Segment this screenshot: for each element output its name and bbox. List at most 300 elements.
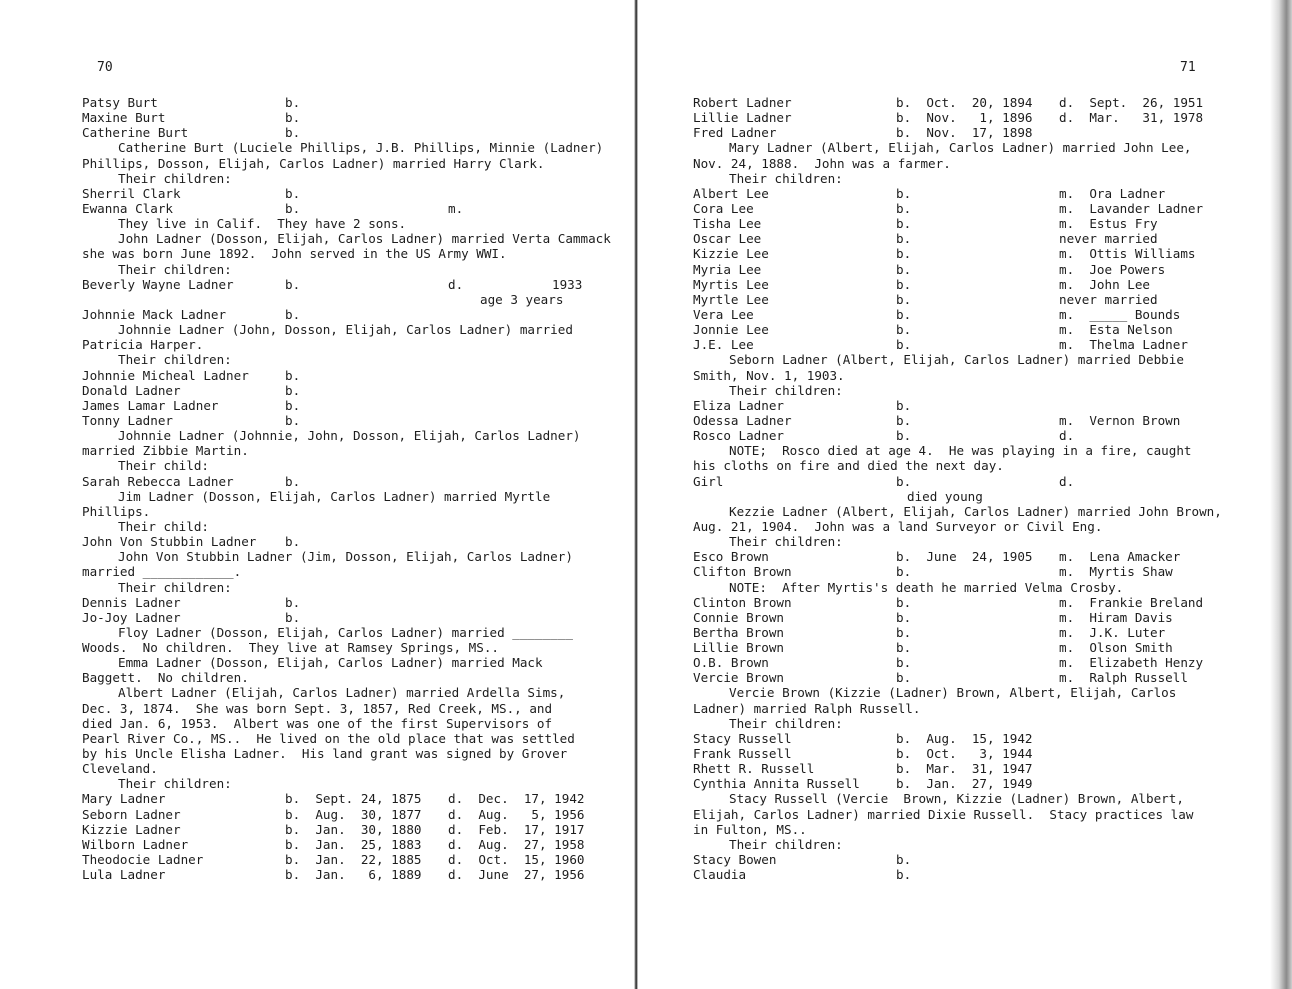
paragraph-continuation: by his Uncle Elisha Ladner. His land grant was signed by Grover [82, 746, 568, 762]
entry-name: Bertha Brown [693, 624, 784, 640]
paragraph-start: John Von Stubbin Ladner (Jim, Dosson, Elijah, Carlos Ladner) [118, 549, 573, 565]
text-line [82, 443, 612, 458]
entry-name: Sherril Clark [82, 185, 181, 201]
entry-line [82, 383, 612, 398]
entry-detail: b. Jan. 25, 1883 [285, 836, 422, 852]
entry-detail: d. [1059, 473, 1075, 489]
entry-detail: b. [285, 200, 301, 216]
entry-line [82, 852, 612, 867]
entry-detail: b. [896, 852, 912, 868]
paragraph-continuation: Baggett. No children. [82, 670, 249, 686]
entry-name: Connie Brown [693, 609, 784, 625]
entry-line [82, 368, 612, 383]
entry-name: Tonny Ladner [82, 412, 173, 428]
book-spine [634, 0, 638, 989]
entry-name: Rhett R. Russell [693, 761, 815, 777]
entry-name: Lula Ladner [82, 867, 166, 883]
text-line [82, 761, 612, 776]
entry-detail: d. [1059, 428, 1075, 444]
paragraph-start: Their children: [118, 352, 232, 368]
text-line [693, 156, 1233, 171]
paragraph-continuation: Pearl River Co., MS.. He lived on the old place that was settled [82, 730, 575, 746]
entry-name: Dennis Ladner [82, 594, 181, 610]
entry-name: Girl [693, 473, 724, 489]
entry-detail: b. [285, 110, 301, 126]
text-line [82, 171, 612, 186]
entry-line [693, 489, 1233, 504]
entry-detail: b. [285, 306, 301, 322]
entry-line [82, 201, 612, 216]
entry-detail: b. [896, 306, 912, 322]
text-line [693, 685, 1233, 700]
entry-detail: d. Aug. 27, 1958 [448, 836, 585, 852]
entry-name: Vera Lee [693, 306, 754, 322]
text-line [82, 549, 612, 564]
entry-name: Patsy Burt [82, 95, 158, 110]
text-line [82, 655, 612, 670]
text-line [82, 352, 612, 367]
entry-detail: b. Sept. 24, 1875 [285, 791, 422, 807]
entry-detail: b. [896, 594, 912, 610]
text-line [693, 519, 1233, 534]
paragraph-start: Their children: [729, 382, 843, 398]
entry-detail: b. [896, 322, 912, 338]
paragraph-start: Their children: [729, 715, 843, 731]
entry-detail: b. Oct. 20, 1894 [896, 95, 1033, 110]
entry-line [693, 428, 1233, 443]
text-line [693, 140, 1233, 155]
entry-detail: b. [285, 609, 301, 625]
entry-detail: d. Oct. 15, 1960 [448, 852, 585, 868]
paragraph-start: Kezzie Ladner (Albert, Elijah, Carlos Ladner) married John Brown, [729, 503, 1222, 519]
text-line [82, 776, 612, 791]
text-line [82, 322, 612, 337]
entry-name: Clifton Brown [693, 564, 792, 580]
entry-detail: m. [448, 200, 464, 216]
entry-detail: m. J.K. Luter [1059, 624, 1166, 640]
entry-line [82, 534, 612, 549]
entry-detail: b. [896, 655, 912, 671]
entry-line [693, 776, 1233, 791]
paragraph-start: Stacy Russell (Vercie Brown, Kizzie (Ladner) Brown, Albert, [729, 791, 1184, 807]
entry-detail: b. Nov. 17, 1898 [896, 125, 1033, 141]
entry-detail: b. [896, 291, 912, 307]
entry-line [693, 95, 1233, 110]
paragraph-start: Their children: [118, 776, 232, 792]
text-line [693, 383, 1233, 398]
paragraph-start: Johnnie Ladner (Johnnie, John, Dosson, Elijah, Carlos Ladner) [118, 428, 581, 444]
entry-line [82, 186, 612, 201]
entry-name: J.E. Lee [693, 337, 754, 353]
entry-name: Wilborn Ladner [82, 836, 189, 852]
entry-detail: m. Elizabeth Henzy [1059, 655, 1204, 671]
text-line [693, 368, 1233, 383]
entry-line [693, 262, 1233, 277]
entry-name: Mary Ladner [82, 791, 166, 807]
entry-detail: m. Estus Fry [1059, 216, 1158, 232]
entry-detail: d. Aug. 5, 1956 [448, 806, 585, 822]
entry-name: Sarah Rebecca Ladner [82, 473, 234, 489]
paragraph-continuation: Aug. 21, 1904. John was a land Surveyor or Civil Eng. [693, 518, 1103, 534]
entry-line [82, 807, 612, 822]
left-page [0, 0, 636, 989]
text-line [693, 352, 1233, 367]
text-line [82, 216, 612, 231]
text-line [693, 837, 1233, 852]
entry-detail: b. [285, 382, 301, 398]
entry-detail: b. [896, 640, 912, 656]
entry-detail: b. [896, 624, 912, 640]
entry-detail: m. John Lee [1059, 276, 1150, 292]
entry-detail: m. Frankie Breland [1059, 594, 1204, 610]
entry-name: Johnnie Mack Ladner [82, 306, 227, 322]
entry-name: Fred Ladner [693, 125, 777, 141]
entry-detail: b. Oct. 3, 1944 [896, 746, 1033, 762]
entry-detail: m. Lavander Ladner [1059, 200, 1204, 216]
entry-detail: 1933 [552, 276, 583, 292]
entry-line [82, 867, 612, 882]
entry-name: Oscar Lee [693, 231, 762, 247]
text-line [82, 580, 612, 595]
entry-line [693, 610, 1233, 625]
paragraph-continuation: she was born June 1892. John served in the US Army WWI. [82, 246, 507, 262]
entry-detail: b. [896, 261, 912, 277]
entry-name: Odessa Ladner [693, 412, 792, 428]
entry-line [693, 625, 1233, 640]
paragraph-continuation: Smith, Nov. 1, 1903. [693, 367, 845, 383]
entry-name: Stacy Russell [693, 730, 792, 746]
entry-detail: b. [896, 216, 912, 232]
paragraph-continuation: Phillips. [82, 503, 151, 519]
text-line [693, 701, 1233, 716]
text-line [693, 580, 1233, 595]
entry-detail: m. Hiram Davis [1059, 609, 1173, 625]
page-text [82, 95, 612, 882]
entry-name: Kizzie Lee [693, 246, 769, 262]
entry-name: Seborn Ladner [82, 806, 181, 822]
text-line [693, 443, 1233, 458]
entry-detail: b. [896, 867, 912, 883]
paragraph-start: Their children: [729, 836, 843, 852]
entry-detail: b. [285, 397, 301, 413]
entry-detail: b. [896, 428, 912, 444]
text-line [82, 231, 612, 246]
entry-detail: b. Jan. 30, 1880 [285, 821, 422, 837]
text-line [82, 246, 612, 261]
paragraph-continuation: Phillips, Dosson, Elijah, Carlos Ladner) married Harry Clark. [82, 155, 545, 171]
entry-line [82, 595, 612, 610]
entry-detail: m. Ralph Russell [1059, 670, 1188, 686]
entry-name: Johnnie Micheal Ladner [82, 367, 249, 383]
text-line [82, 701, 612, 716]
paragraph-start: Johnnie Ladner (John, Dosson, Elijah, Carlos Ladner) married [118, 322, 573, 338]
text-line [82, 428, 612, 443]
entry-line [82, 398, 612, 413]
paragraph-start: NOTE; Rosco died at age 4. He was playing in a fire, caught [729, 443, 1192, 459]
entry-name: Ewanna Clark [82, 200, 173, 216]
paragraph-start: John Ladner (Dosson, Elijah, Carlos Ladner) married Verta Cammack [118, 231, 611, 247]
entry-detail: b. Mar. 31, 1947 [896, 761, 1033, 777]
entry-name: Theodocie Ladner [82, 852, 204, 868]
text-line [693, 171, 1233, 186]
entry-detail: d. June 27, 1956 [448, 867, 585, 883]
entry-name: Cynthia Annita Russell [693, 776, 860, 792]
entry-detail: m. Esta Nelson [1059, 322, 1173, 338]
paragraph-continuation: Patricia Harper. [82, 337, 204, 353]
entry-detail: b. [896, 231, 912, 247]
entry-line [693, 216, 1233, 231]
entry-name: Claudia [693, 867, 747, 883]
page-edge-shadow [1270, 0, 1292, 989]
text-line [693, 716, 1233, 731]
entry-detail: b. [896, 246, 912, 262]
entry-line [693, 277, 1233, 292]
entry-line [82, 95, 612, 110]
entry-name: Tisha Lee [693, 216, 762, 232]
paragraph-continuation: Ladner) married Ralph Russell. [693, 700, 921, 716]
entry-line [693, 595, 1233, 610]
entry-line [82, 837, 612, 852]
entry-name: Vercie Brown [693, 670, 784, 686]
paragraph-start: Floy Ladner (Dosson, Elijah, Carlos Ladner) married ________ [118, 624, 573, 640]
entry-detail: b. [285, 95, 301, 110]
text-line [82, 156, 612, 171]
entry-detail: b. Aug. 15, 1942 [896, 730, 1033, 746]
entry-name: age 3 years [480, 291, 564, 307]
entry-detail: d. Dec. 17, 1942 [448, 791, 585, 807]
entry-name: Stacy Bowen [693, 852, 777, 868]
text-line [82, 564, 612, 579]
entry-line [82, 110, 612, 125]
entry-line [693, 186, 1233, 201]
entry-name: Beverly Wayne Ladner [82, 276, 234, 292]
entry-line [693, 852, 1233, 867]
text-line [82, 625, 612, 640]
entry-name: Myria Lee [693, 261, 762, 277]
text-line [82, 504, 612, 519]
entry-detail: d. Mar. 31, 1978 [1059, 110, 1204, 126]
entry-line [82, 125, 612, 140]
entry-line [82, 277, 612, 292]
text-line [693, 534, 1233, 549]
entry-detail: b. [285, 276, 301, 292]
entry-name: Cora Lee [693, 200, 754, 216]
text-line [693, 458, 1233, 473]
page-number: 71 [1180, 60, 1196, 75]
entry-line [693, 549, 1233, 564]
entry-line [82, 822, 612, 837]
entry-line [693, 761, 1233, 776]
entry-name: Eliza Ladner [693, 397, 784, 413]
paragraph-start: Their children: [118, 261, 232, 277]
entry-name: Lillie Brown [693, 640, 784, 656]
entry-name: Myrtle Lee [693, 291, 769, 307]
entry-line [693, 731, 1233, 746]
text-line [693, 822, 1233, 837]
entry-name: Myrtis Lee [693, 276, 769, 292]
entry-name: Jo-Joy Ladner [82, 609, 181, 625]
entry-detail: b. Jan. 22, 1885 [285, 852, 422, 868]
paragraph-start: Their children: [729, 534, 843, 550]
entry-line [693, 125, 1233, 140]
entry-line [693, 655, 1233, 670]
entry-name: James Lamar Ladner [82, 397, 219, 413]
entry-line [693, 413, 1233, 428]
paragraph-continuation: his cloths on fire and died the next day. [693, 458, 1004, 474]
entry-line [693, 307, 1233, 322]
entry-detail: b. [285, 367, 301, 383]
paragraph-start: Their children: [118, 579, 232, 595]
entry-detail: b. [896, 609, 912, 625]
page-text [693, 95, 1233, 882]
entry-name: Jonnie Lee [693, 322, 769, 338]
entry-line [693, 201, 1233, 216]
entry-detail: m. Joe Powers [1059, 261, 1166, 277]
entry-detail: m. Thelma Ladner [1059, 337, 1188, 353]
entry-detail: b. [285, 125, 301, 141]
text-line [82, 140, 612, 155]
entry-detail: b. [285, 412, 301, 428]
entry-detail: m. Vernon Brown [1059, 412, 1181, 428]
paragraph-start: NOTE: After Myrtis's death he married Velma Crosby. [729, 579, 1124, 595]
entry-line [693, 640, 1233, 655]
entry-detail: d. Feb. 17, 1917 [448, 821, 585, 837]
text-line [693, 791, 1233, 806]
entry-line [82, 474, 612, 489]
entry-detail: m. Olson Smith [1059, 640, 1173, 656]
paragraph-continuation: Nov. 24, 1888. John was a farmer. [693, 155, 951, 171]
paragraph-continuation: married Zibbie Martin. [82, 443, 249, 459]
entry-detail: d. [448, 276, 464, 292]
text-line [82, 716, 612, 731]
entry-detail: b. [896, 670, 912, 686]
entry-detail: m. Lena Amacker [1059, 549, 1181, 565]
paragraph-start: Their child: [118, 458, 209, 474]
entry-line [693, 292, 1233, 307]
entry-detail: b. [285, 473, 301, 489]
entry-name: Frank Russell [693, 746, 792, 762]
entry-detail: b. [896, 337, 912, 353]
page-number: 70 [97, 60, 113, 75]
paragraph-start: Emma Ladner (Dosson, Elijah, Carlos Ladner) married Mack [118, 655, 543, 671]
entry-line [693, 398, 1233, 413]
text-line [82, 337, 612, 352]
text-line [82, 731, 612, 746]
entry-name: Kizzie Ladner [82, 821, 181, 837]
entry-name: John Von Stubbin Ladner [82, 534, 257, 550]
entry-detail: b. [896, 185, 912, 201]
paragraph-start: Their child: [118, 518, 209, 534]
paragraph-start: Jim Ladner (Dosson, Elijah, Carlos Ladner) married Myrtle [118, 488, 551, 504]
paragraph-continuation: Woods. No children. They live at Ramsey Springs, MS.. [82, 640, 500, 656]
entry-detail: m. Myrtis Shaw [1059, 564, 1173, 580]
text-line [82, 519, 612, 534]
paragraph-continuation: died Jan. 6, 1953. Albert was one of the first Supervisors of [82, 715, 553, 731]
entry-line [82, 292, 612, 307]
entry-detail: b. [896, 200, 912, 216]
entry-line [693, 322, 1233, 337]
paragraph-continuation: married ____________. [82, 564, 242, 580]
entry-name: Lillie Ladner [693, 110, 792, 126]
text-line [82, 458, 612, 473]
entry-detail: b. [896, 412, 912, 428]
paragraph-continuation: Cleveland. [82, 761, 158, 777]
entry-name: O.B. Brown [693, 655, 769, 671]
paragraph-start: They live in Calif. They have 2 sons. [118, 216, 407, 232]
entry-detail: m. _____ Bounds [1059, 306, 1181, 322]
entry-detail: b. Nov. 1, 1896 [896, 110, 1033, 126]
entry-detail: b. [896, 276, 912, 292]
text-line [82, 489, 612, 504]
entry-line [82, 413, 612, 428]
right-page [640, 0, 1292, 989]
entry-line [82, 307, 612, 322]
entry-line [82, 791, 612, 806]
text-line [82, 262, 612, 277]
entry-name: Donald Ladner [82, 382, 181, 398]
entry-detail: b. [285, 185, 301, 201]
entry-line [693, 231, 1233, 246]
entry-line [693, 867, 1233, 882]
paragraph-start: Seborn Ladner (Albert, Elijah, Carlos Ladner) married Debbie [729, 352, 1184, 368]
entry-detail: b. June 24, 1905 [896, 549, 1033, 565]
entry-name: Albert Lee [693, 185, 769, 201]
entry-line [82, 610, 612, 625]
entry-name: died young [907, 488, 983, 504]
entry-line [693, 670, 1233, 685]
entry-name: Maxine Burt [82, 110, 166, 126]
entry-detail: b. [896, 473, 912, 489]
text-line [82, 640, 612, 655]
entry-line [693, 564, 1233, 579]
paragraph-start: Mary Ladner (Albert, Elijah, Carlos Ladner) married John Lee, [729, 140, 1192, 156]
entry-detail: b. Jan. 27, 1949 [896, 776, 1033, 792]
paragraph-continuation: Elijah, Carlos Ladner) married Dixie Russell. Stacy practices law [693, 806, 1194, 822]
entry-detail: b. [896, 564, 912, 580]
text-line [82, 746, 612, 761]
entry-detail: b. [285, 594, 301, 610]
text-line [82, 670, 612, 685]
entry-detail: b. Jan. 6, 1889 [285, 867, 422, 883]
text-line [82, 685, 612, 700]
entry-line [693, 746, 1233, 761]
entry-detail: b. [896, 397, 912, 413]
paragraph-continuation: Dec. 3, 1874. She was born Sept. 3, 1857, Red Creek, MS., and [82, 700, 553, 716]
entry-name: Rosco Ladner [693, 428, 784, 444]
entry-detail: m. Ottis Williams [1059, 246, 1196, 262]
paragraph-continuation: in Fulton, MS.. [693, 821, 807, 837]
entry-detail: m. Ora Ladner [1059, 185, 1166, 201]
paragraph-start: Their children: [729, 170, 843, 186]
entry-detail: never married [1059, 291, 1158, 307]
entry-detail: b. [285, 534, 301, 550]
entry-line [693, 246, 1233, 261]
entry-line [693, 110, 1233, 125]
text-line [693, 807, 1233, 822]
entry-line [693, 474, 1233, 489]
entry-detail: b. Aug. 30, 1877 [285, 806, 422, 822]
paragraph-start: Catherine Burt (Luciele Phillips, J.B. Phillips, Minnie (Ladner) [118, 140, 604, 156]
entry-name: Esco Brown [693, 549, 769, 565]
entry-detail: never married [1059, 231, 1158, 247]
paragraph-start: Their children: [118, 170, 232, 186]
entry-name: Robert Ladner [693, 95, 792, 110]
entry-detail: d. Sept. 26, 1951 [1059, 95, 1204, 110]
paragraph-start: Albert Ladner (Elijah, Carlos Ladner) married Ardella Sims, [118, 685, 566, 701]
entry-name: Catherine Burt [82, 125, 189, 141]
text-line [693, 504, 1233, 519]
entry-line [693, 337, 1233, 352]
